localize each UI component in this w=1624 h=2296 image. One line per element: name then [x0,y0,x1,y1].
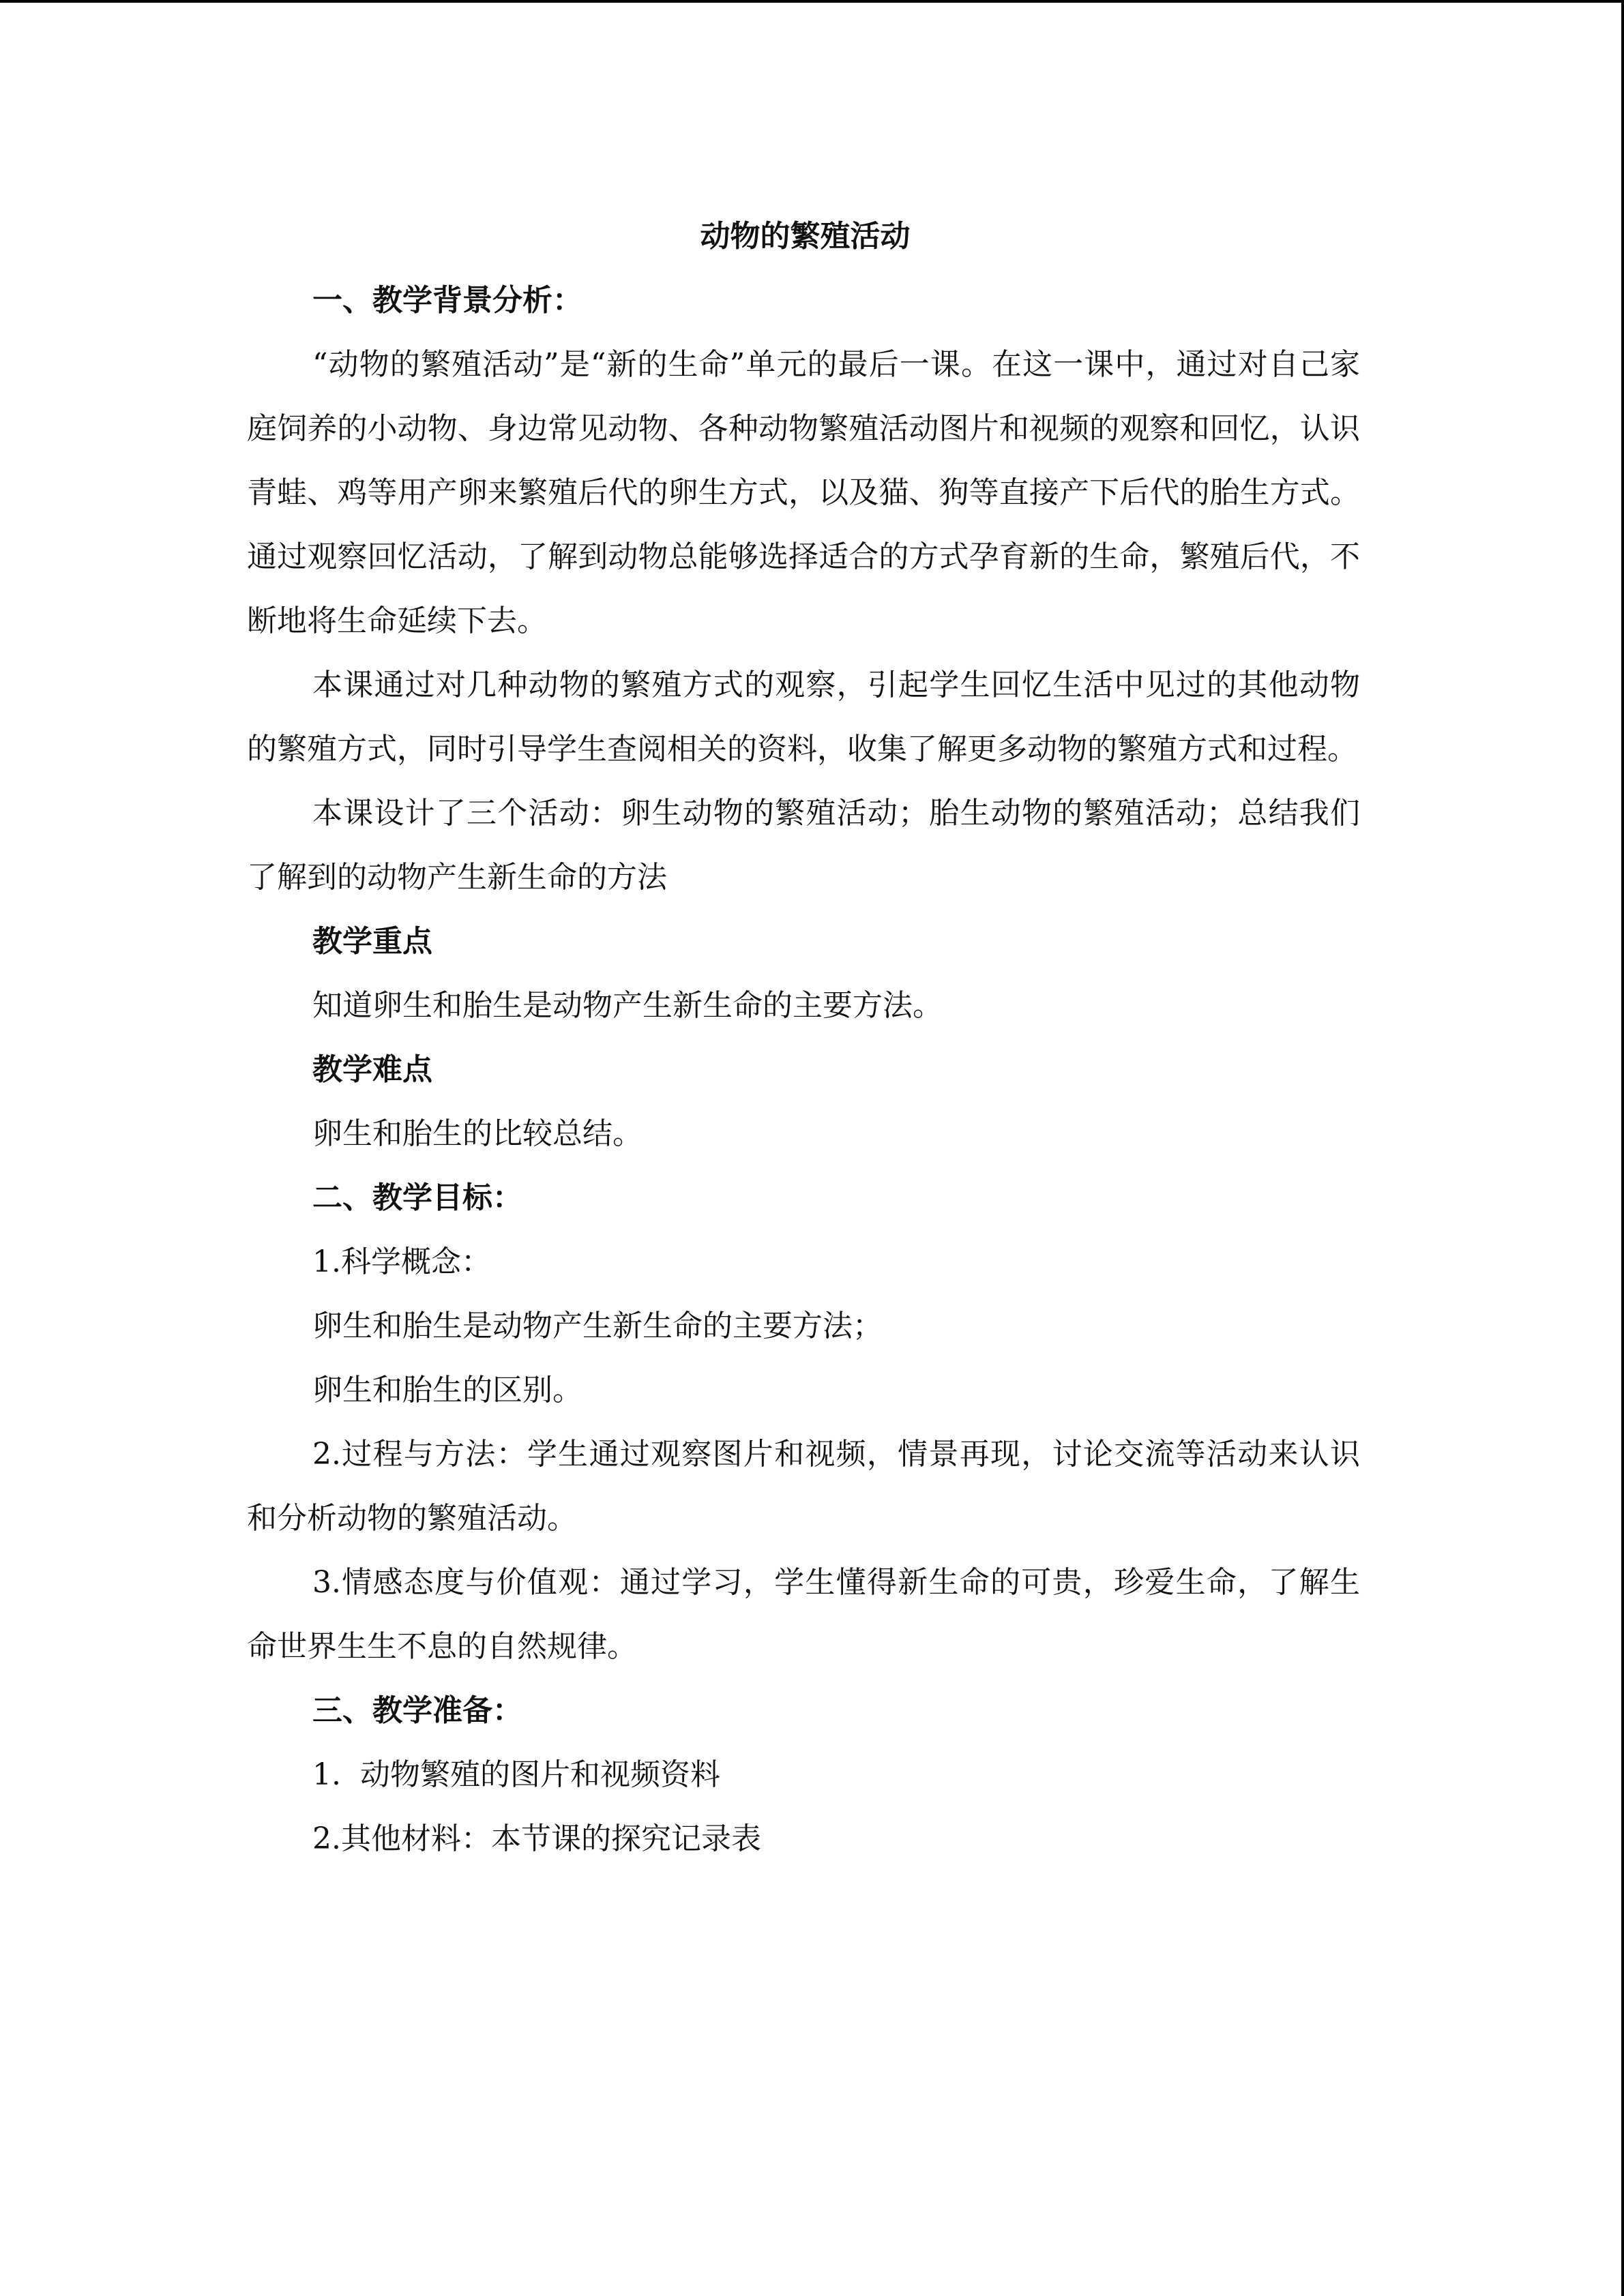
objective-concept-label: 1.科学概念： [312,1244,491,1279]
preparation-item: 2.其他材料：本节课的探究记录表 [312,1821,761,1856]
objective-concept-line: 卵生和胎生是动物产生新生命的主要方法； [312,1309,883,1343]
document-body [247,205,1360,1871]
key-point-text: 知道卵生和胎生是动物产生新生命的主要方法。 [312,988,943,1023]
objective-process: 2.过程与方法：学生通过观察图片和视频，情景再现，讨论交流等活动来认识和分析动物的繁殖活动。 [247,1437,1360,1536]
section-heading-preparation: 三、教学准备： [312,1693,522,1728]
subheading-difficulty: 教学难点 [312,1052,432,1087]
objective-values: 3.情感态度与价值观：通过学习，学生懂得新生命的可贵，珍爱生命，了解生命世界生生不息的自然规律。 [247,1565,1360,1664]
difficulty-text: 卵生和胎生的比较总结。 [312,1116,643,1151]
section-heading-background: 一、教学背景分析： [312,283,582,318]
paragraph: 本课通过对几种动物的繁殖方式的观察，引起学生回忆生活中见过的其他动物的繁殖方式，同时引导学生查阅相关的资料，收集了解更多动物的繁殖方式和过程。 [247,668,1360,766]
section-heading-objectives: 二、教学目标： [312,1180,522,1215]
paragraph: “动物的繁殖活动”是“新的生命”单元的最后一课。在这一课中，通过对自己家庭饲养的小动物、身边常见动物、各种动物繁殖活动图片和视频的观察和回忆，认识青蛙、鸡等用产卵来繁殖后代的卵生方式，以及猫、狗等直接产下后代的胎生方式。通过观察回忆活动，了解到动物总能够选择适合的方式孕育新的生命，繁殖后代，不断地将生命延续下去。 [247,347,1360,638]
preparation-item: 1. 动物繁殖的图片和视频资料 [312,1757,720,1792]
objective-concept-line: 卵生和胎生的区别。 [312,1373,582,1407]
page-top-border [0,0,1624,3]
document-title: 动物的繁殖活动 [700,219,911,254]
subheading-key-point: 教学重点 [312,924,432,959]
page-right-border [1621,0,1624,2296]
paragraph: 本课设计了三个活动：卵生动物的繁殖活动；胎生动物的繁殖活动；总结我们了解到的动物产生新生命的方法 [247,796,1360,895]
